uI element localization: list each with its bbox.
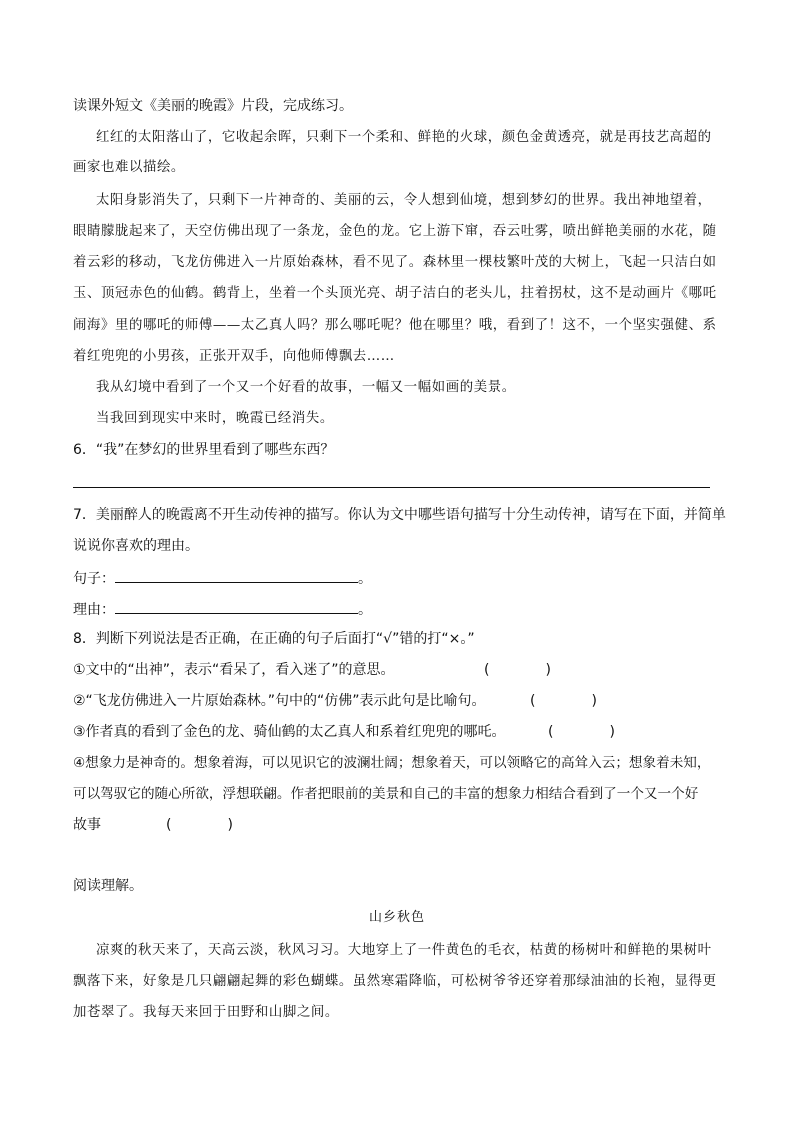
passage-line: 着云彩的移动，飞龙仿佛进入一片原始森林，看不见了。森林里一棵枝繁叶茂的大树上，飞起一只洁白如 [73,255,717,270]
passage-line: 凉爽的秋天来了，天高云淡，秋风习习。大地穿上了一件黄色的毛衣，枯黄的杨树叶和鲜艳的果树叶 [96,943,712,958]
reason-label: 理由： [73,602,115,618]
passage-2-title: 山乡秋色 [368,910,425,925]
sentence-label: 句子： [73,571,115,587]
q8-item-4-line-3: 故事 [73,817,101,833]
q8-item-4-line-2: 可以驾驭它的随心所欲，浮想联翩。作者把眼前的美景和自己的丰富的想象力相结合看到了一个又一个好 [73,786,699,802]
passage-line: 闹海》里的哪吒的师傅——太乙真人吗？那么哪吒呢？他在哪里？哦，看到了！这不，一个坚实强健、系 [73,318,717,333]
q8-item-3: ③作者真的看到了金色的龙、骑仙鹤的太乙真人和系着红兜兜的哪吒。 [73,724,506,740]
q8-item-1: ①文中的“出神”，表示“看呆了，看入迷了”的意思。 [73,662,395,678]
reason-period: 。 [358,602,372,618]
passage-line: 当我回到现实中来时，晚霞已经消失。 [96,411,334,426]
passage-line: 加苍翠了。我每天来回于田野和山脚之间。 [73,1005,339,1020]
sentence-row [73,567,372,589]
question-6: 6．“我”在梦幻的世界里看到了哪些东西？ [73,442,335,458]
answer-line-q6[interactable] [73,487,710,488]
passage-line: 飘落下来，好象是几只翩翩起舞的彩色蝴蝶。虽然寒霜降临，可松树爷爷还穿着那绿油油的长袍，显得更 [73,974,717,989]
section-1-intro: 读课外短文《美丽的晚霞》片段，完成练习。 [73,98,353,114]
reason-row [73,598,372,620]
sentence-period: 。 [358,571,372,587]
q8-answer-box-2[interactable]: ( ) [530,693,597,709]
question-7-line-2: 说说你喜欢的理由。 [73,538,199,554]
section-2-intro: 阅读理解。 [73,878,143,894]
passage-line: 画家也难以描绘。 [73,160,185,175]
q8-answer-box-4[interactable]: ( ) [166,817,233,833]
question-7-line-1: 7．美丽醉人的晚霞离不开生动传神的描写。你认为文中哪些语句描写十分生动传神，请写在下面，并简单 [73,507,726,523]
passage-line: 我从幻境中看到了一个又一个好看的故事，一幅又一幅如画的美景。 [96,380,516,395]
passage-line: 红红的太阳落山了，它收起余晖，只剩下一个柔和、鲜艳的火球，颜色金黄透亮，就是再技艺高超的 [96,130,712,145]
sentence-blank[interactable] [115,567,358,583]
q8-answer-box-1[interactable]: ( ) [484,662,551,678]
passage-line: 太阳身影消失了，只剩下一片神奇的、美丽的云，令人想到仙境，想到梦幻的世界。我出神地望着， [96,193,712,208]
passage-line: 着红兜兜的小男孩，正张开双手，向他师傅飘去…… [73,349,395,364]
q8-item-4-line-1: ④想象力是神奇的。想象着海，可以见识它的波澜壮阔；想象着天，可以领略它的高耸入云；想象着未知， [73,755,711,771]
q8-answer-box-3[interactable]: ( ) [548,724,615,740]
question-8: 8．判断下列说法是否正确，在正确的句子后面打“√”错的打“×。” [73,631,475,647]
reason-blank[interactable] [115,598,358,614]
passage-line: 玉、顶冠赤色的仙鹤。鹤背上，坐着一个头顶光亮、胡子洁白的老头儿，拄着拐杖，这不是动画片《哪吒 [73,286,717,301]
q8-item-2: ②“飞龙仿佛进入一片原始森林。”句中的“仿佛”表示此句是比喻句。 [73,693,486,709]
passage-line: 眼睛朦胧起来了，天空仿佛出现了一条龙，金色的龙。它上游下窜，吞云吐雾，喷出鲜艳美丽的水花，随 [73,224,717,239]
